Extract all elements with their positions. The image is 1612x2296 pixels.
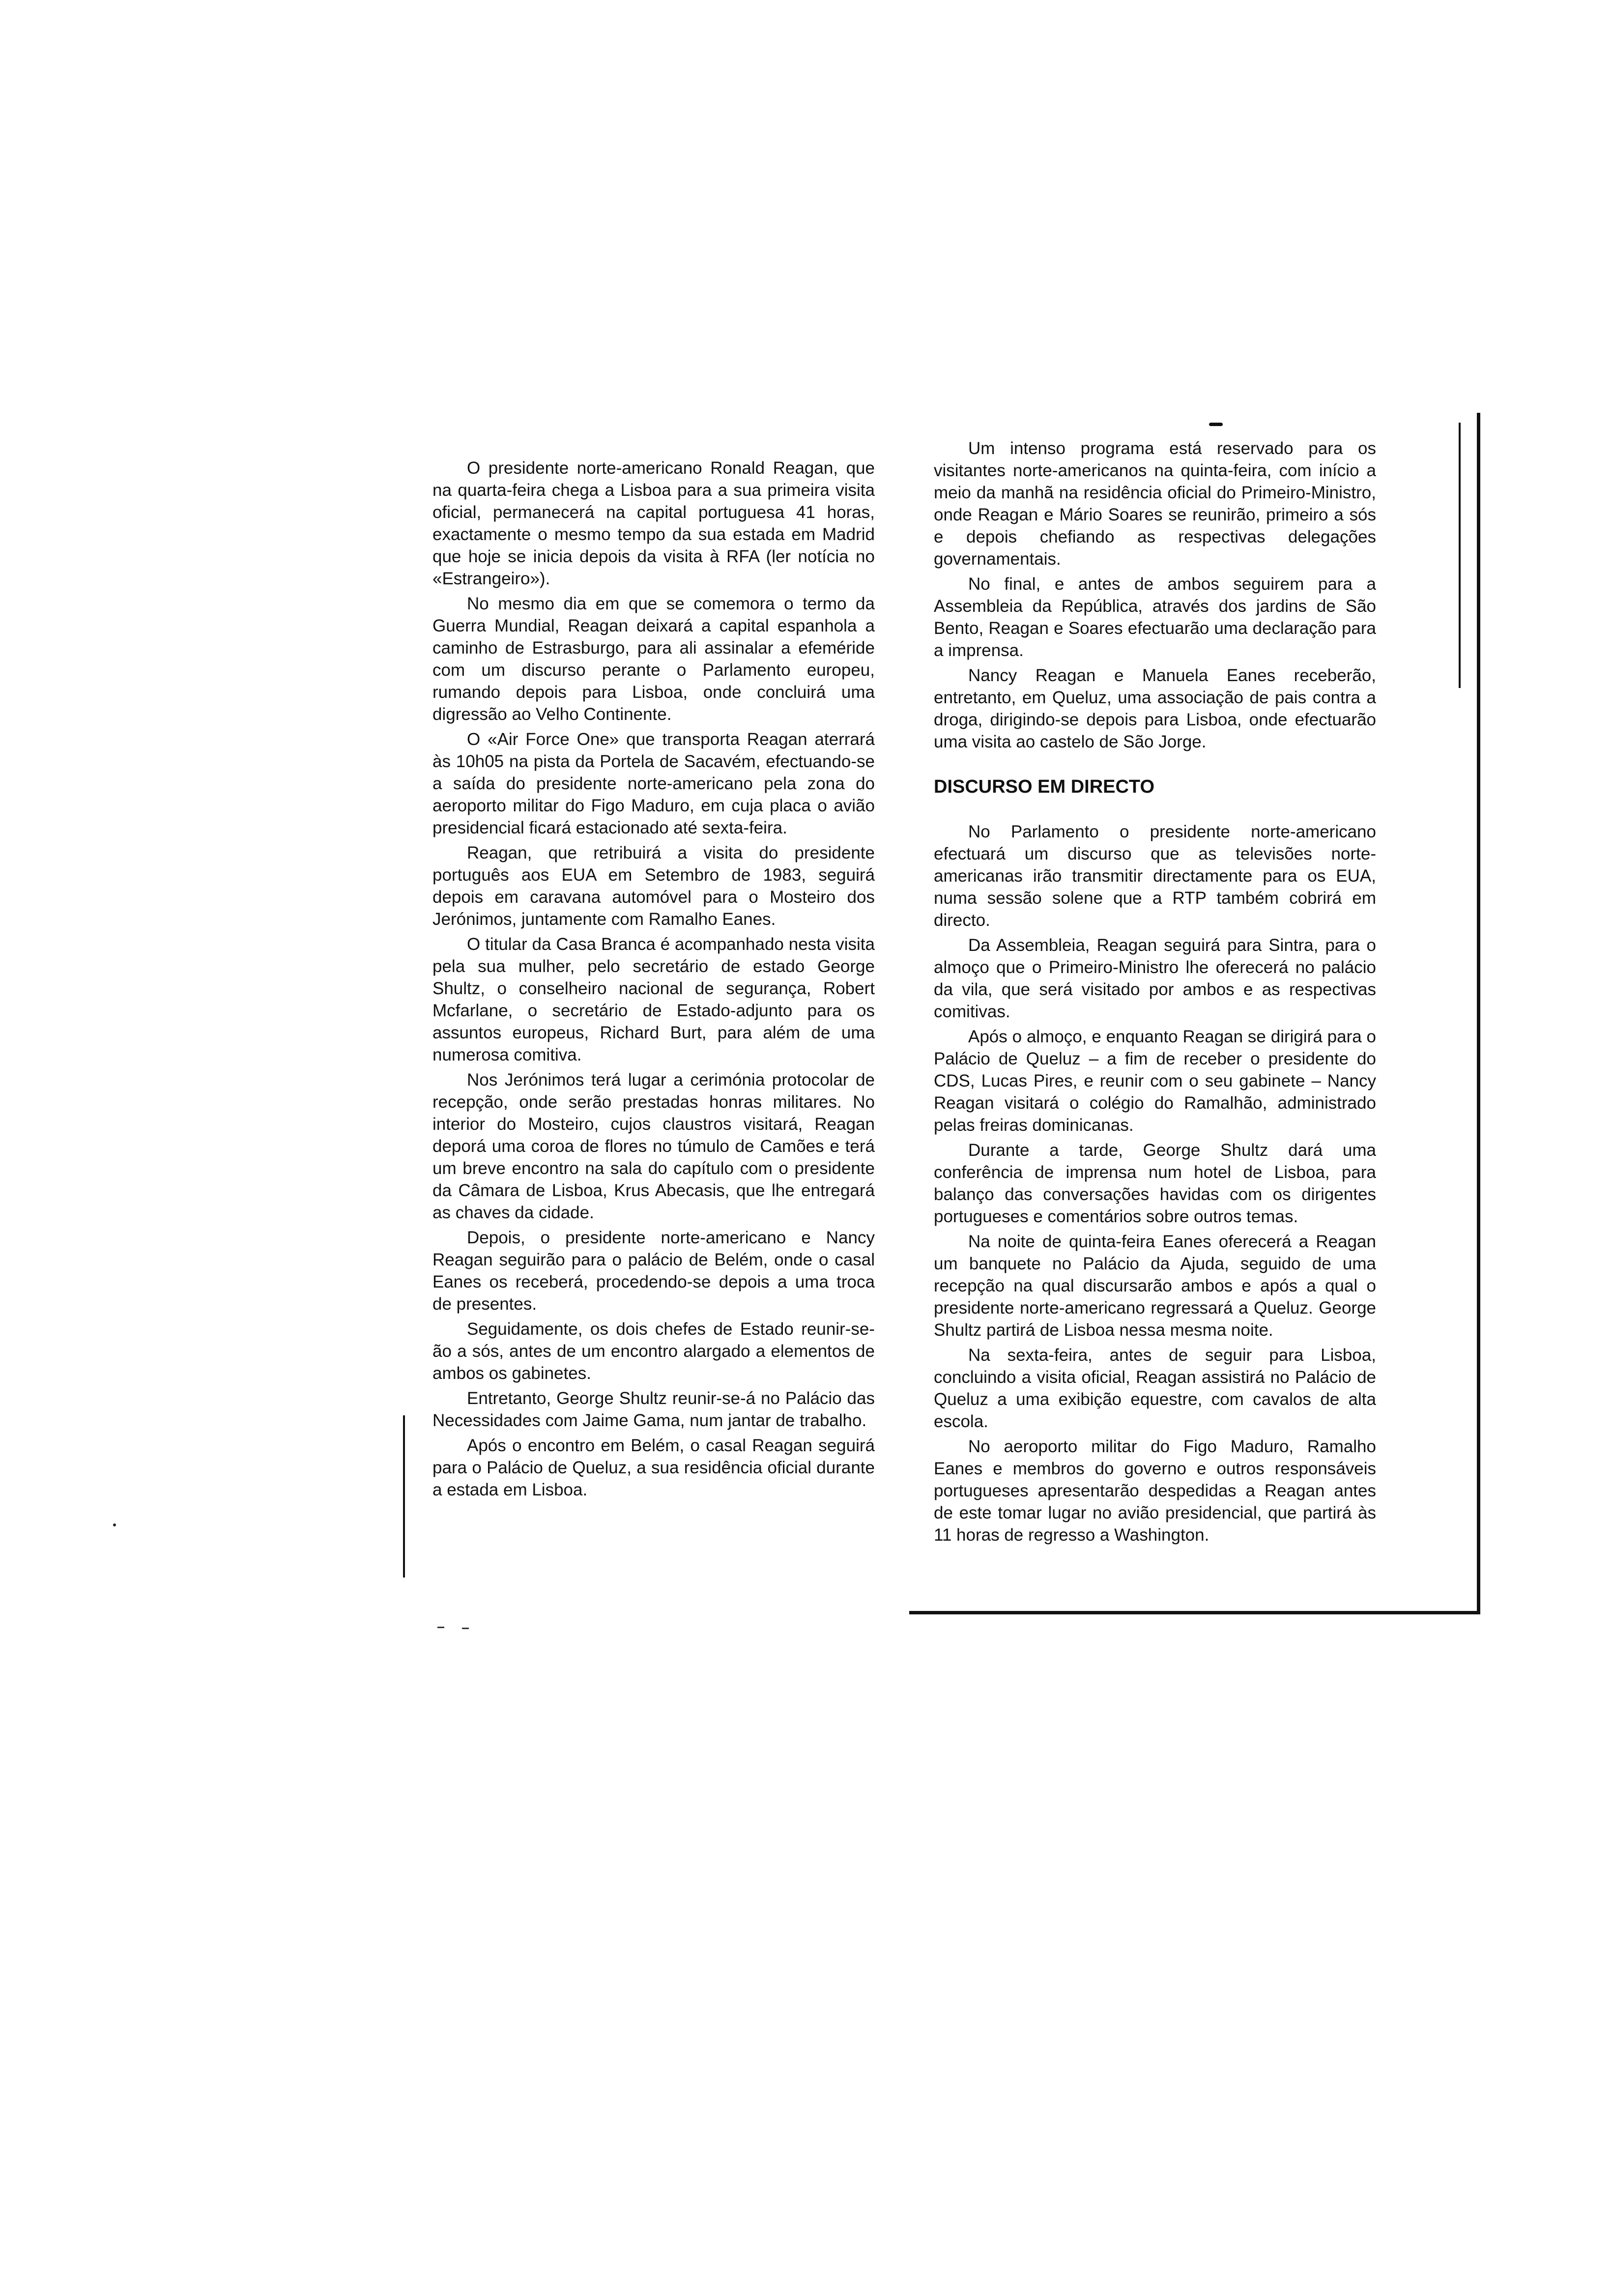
paragraph: O presidente norte-americano Ronald Reagan, que na quarta-feira chega a Lisboa para a sua primeira visita oficial, permanecerá na capital portuguesa 41 horas, exactamente o mesmo tempo da sua estada em Madrid que hoje se inicia depois da visita à RFA (ler notícia no «Estrangeiro»). xyxy=(432,459,875,588)
newspaper-clipping xyxy=(403,413,1489,1651)
paragraph: No final, e antes de ambos seguirem para a Assembleia da República, através dos jardins de São Bento, Reagan e Soares efectuarão uma declaração para a imprensa. xyxy=(934,574,1376,660)
paragraph: No aeroporto militar do Figo Maduro, Ramalho Eanes e membros do governo e outros responsáveis portugueses apresentarão despedidas a Reagan antes de este tomar lugar no avião presidencial, que partirá às 11 horas de regresso a Washington. xyxy=(934,1437,1376,1545)
paragraph: Após o almoço, e enquanto Reagan se dirigirá para o Palácio de Queluz – a fim de receber o presidente do CDS, Lucas Pires, e reunir com o seu gabinete – Nancy Reagan visitará o colégio do Ramalhão, administrado pelas freiras dominicanas. xyxy=(934,1027,1376,1135)
clipping-right-inner-rule xyxy=(1459,423,1461,688)
article-column-right xyxy=(934,437,1376,1549)
paragraph: Nancy Reagan e Manuela Eanes receberão, entretanto, em Queluz, uma associação de pais contra a droga, dirigindo-se depois para Lisboa, onde efectuarão uma visita ao castelo de São Jorge. xyxy=(934,666,1376,751)
paragraph: O titular da Casa Branca é acompanhado nesta visita pela sua mulher, pelo secretário de estado George Shultz, o conselheiro nacional de segurança, Robert Mcfarlane, o secretário de Estado-adjunto para os assuntos europeus, Richard Burt, para além de uma numerosa comitiva. xyxy=(432,935,875,1064)
paragraph: Na sexta-feira, antes de seguir para Lisboa, concluindo a visita oficial, Reagan assistirá no Palácio de Queluz a uma exibição equestre, com cavalos de alta escola. xyxy=(934,1346,1376,1431)
paragraph: Nos Jerónimos terá lugar a cerimónia protocolar de recepção, onde serão prestadas honras militares. No interior do Mosteiro, cujos claustros visitará, Reagan deporá uma coroa de flores no túmulo de Camões e terá um breve encontro na sala do capítulo com o presidente da Câmara de Lisboa, Krus Abecasis, que lhe entregará as chaves da cidade. xyxy=(432,1070,875,1222)
scan-speck xyxy=(113,1523,116,1526)
section-heading: DISCURSO EM DIRECTO xyxy=(934,776,1155,797)
paragraph: No mesmo dia em que se comemora o termo da Guerra Mundial, Reagan deixará a capital espanhola a caminho de Estrasburgo, para ali assinalar a efeméride com um discurso perante o Parlamento europeu, rumando depois para Lisboa, onde concluirá uma digressão ao Velho Continente. xyxy=(432,594,875,724)
paragraph: Entretanto, George Shultz reunir-se-á no Palácio das Necessidades com Jaime Gama, num jantar de trabalho. xyxy=(432,1389,875,1430)
scan-speck xyxy=(437,1627,444,1628)
paragraph: Após o encontro em Belém, o casal Reagan seguirá para o Palácio de Queluz, a sua residência oficial durante a estada em Lisboa. xyxy=(432,1436,875,1499)
paragraph: Depois, o presidente norte-americano e Nancy Reagan seguirão para o palácio de Belém, onde o casal Eanes os receberá, procedendo-se depois a uma troca de presentes. xyxy=(432,1228,875,1314)
scan-speck xyxy=(462,1628,469,1629)
paragraph: Durante a tarde, George Shultz dará uma conferência de imprensa num hotel de Lisboa, para balanço das conversações havidas com os dirigentes portugueses e comentários sobre outros temas. xyxy=(934,1141,1376,1226)
paragraph: No Parlamento o presidente norte-americano efectuará um discurso que as televisões norte-americanas irão transmitir directamente para os EUA, numa sessão solene que a RTP também cobrirá em directo. xyxy=(934,822,1376,930)
paragraph: O «Air Force One» que transporta Reagan aterrará às 10h05 na pista da Portela de Sacavém, efectuando-se a saída do presidente norte-americano pela zona do aeroporto militar do Figo Maduro, em cuja placa o avião presidencial ficará estacionado até sexta-feira. xyxy=(432,730,875,837)
paragraph: Da Assembleia, Reagan seguirá para Sintra, para o almoço que o Primeiro-Ministro lhe oferecerá no palácio da vila, que será visitado por ambos e as respectivas comitivas. xyxy=(934,936,1376,1021)
paragraph: Na noite de quinta-feira Eanes oferecerá a Reagan um banquete no Palácio da Ajuda, seguido de uma recepção na qual discursarão ambos e após a qual o presidente norte-americano regressará a Queluz. George Shultz partirá de Lisboa nessa mesma noite. xyxy=(934,1232,1376,1340)
clipping-top-mark xyxy=(1209,423,1223,426)
paragraph: Um intenso programa está reservado para os visitantes norte-americanos na quinta-feira, com início a meio da manhã na residência oficial do Primeiro-Ministro, onde Reagan e Mário Soares se reunirão, primeiro a sós e depois chefiando as respectivas delegações governamentais. xyxy=(934,439,1376,569)
clipping-bottom-rule xyxy=(909,1611,1480,1614)
paragraph: Reagan, que retribuirá a visita do presidente português aos EUA em Setembro de 1983, seguirá depois em caravana automóvel para o Mosteiro dos Jerónimos, juntamente com Ramalho Eanes. xyxy=(432,843,875,929)
clipping-left-edge xyxy=(403,1415,405,1578)
article-column-left xyxy=(432,457,875,1504)
clipping-right-rule xyxy=(1477,413,1480,1612)
paragraph: Seguidamente, os dois chefes de Estado reunir-se-ão a sós, antes de um encontro alargado a elementos de ambos os gabinetes. xyxy=(432,1320,875,1383)
